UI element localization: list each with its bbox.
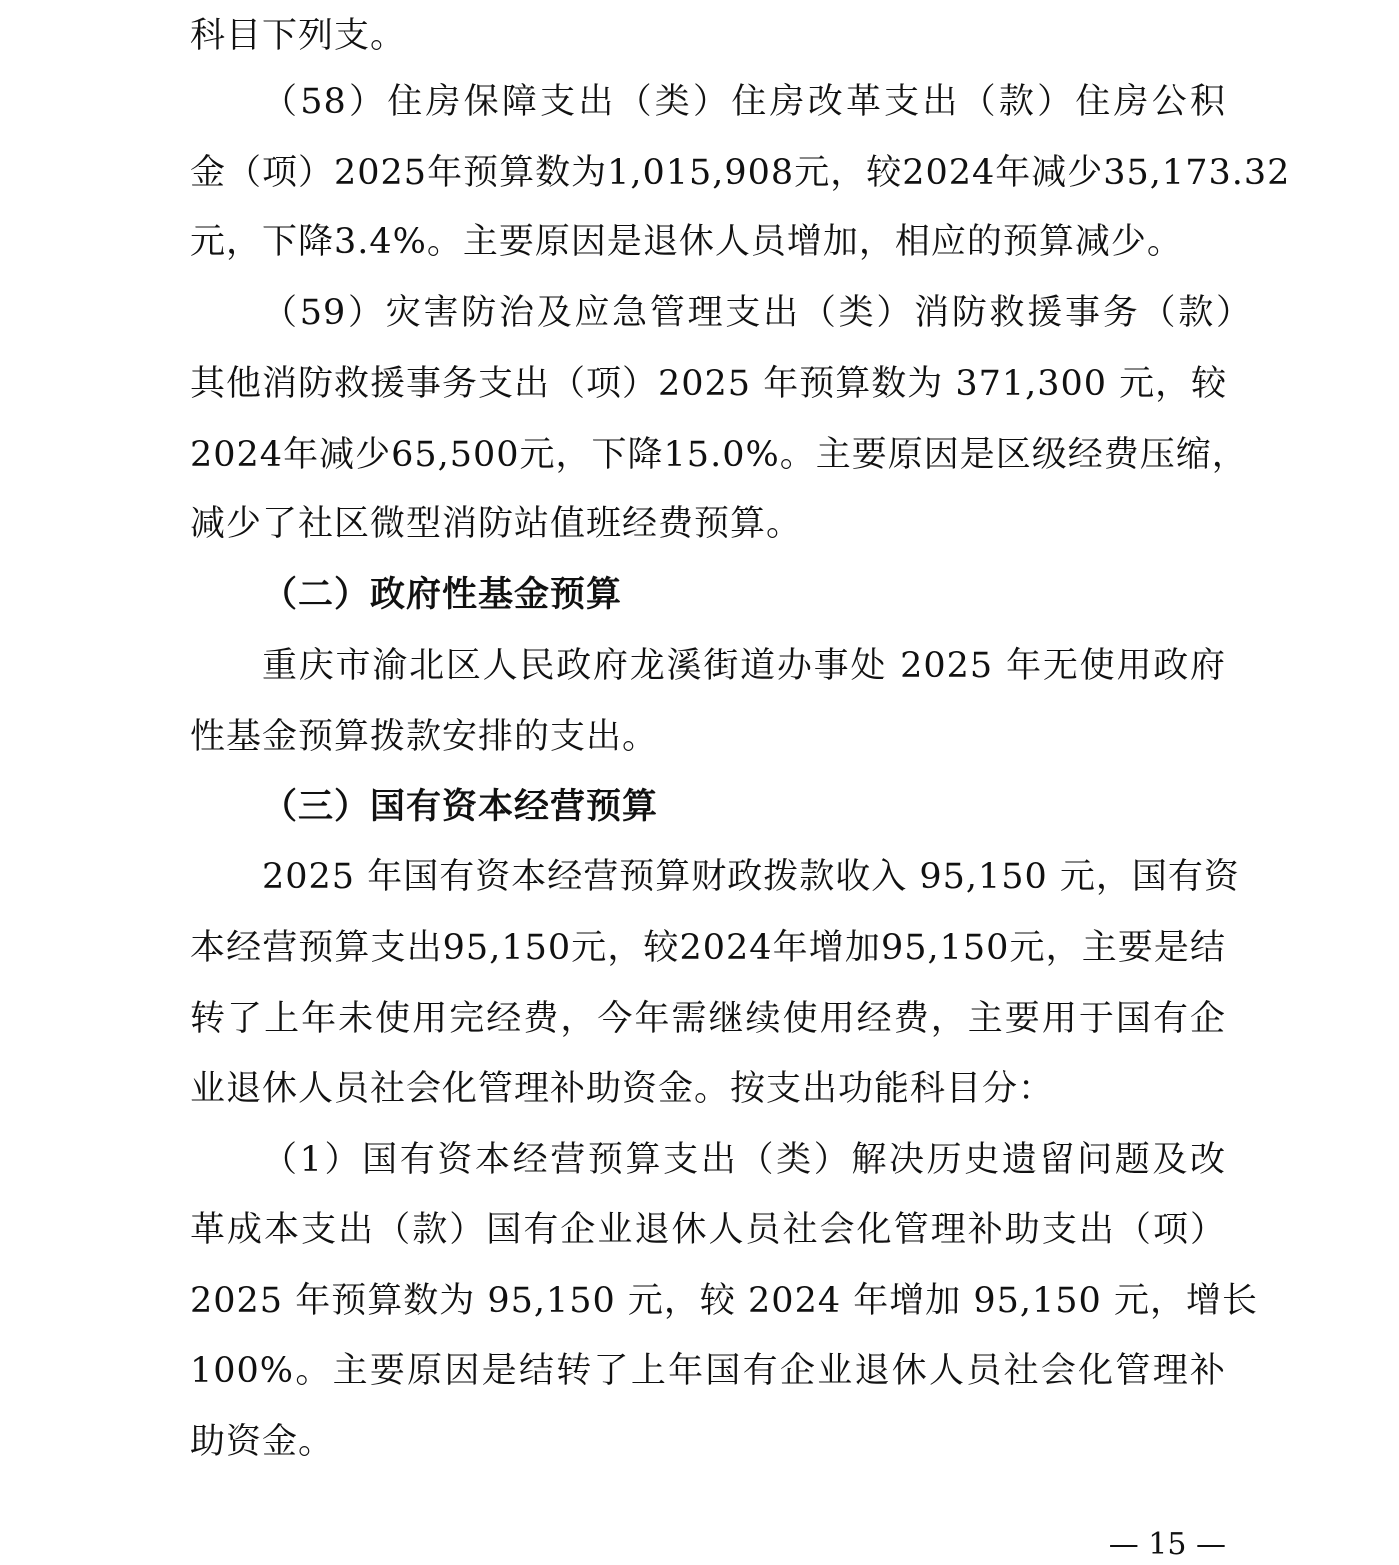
- section-heading-government-fund: （二）政府性基金预算: [262, 574, 623, 615]
- text-line-17: （1）国有资本经营预算支出（类）解决历史遗留问题及改: [262, 1140, 1226, 1180]
- text-line-4: 元，下降3.4%。主要原因是退休人员增加，相应的预算减少。: [190, 222, 1183, 262]
- text-line-1: 科目下列支。: [190, 16, 407, 56]
- section-heading-state-capital: （三）国有资本经营预算: [262, 786, 659, 827]
- text-line-14: 本经营预算支出95,150元，较2024年增加95,150元，主要是结: [190, 928, 1226, 968]
- text-line-5: （59）灾害防治及应急管理支出（类）消防救援事务（款）: [262, 293, 1252, 333]
- text-line-18: 革成本支出（款）国有企业退休人员社会化管理补助支出（项）: [190, 1210, 1226, 1250]
- text-line-8: 减少了社区微型消防站值班经费预算。: [190, 504, 803, 544]
- text-line-15: 转了上年未使用完经费，今年需继续使用经费，主要用于国有企: [190, 999, 1226, 1039]
- page-number: — 15 —: [1108, 1527, 1226, 1562]
- text-line-7: 2024年减少65,500元，下降15.0%。主要原因是区级经费压缩，: [190, 435, 1248, 475]
- text-line-2: （58）住房保障支出（类）住房改革支出（款）住房公积: [262, 82, 1226, 122]
- text-line-3: 金（项）2025年预算数为1,015,908元，较2024年减少35,173.32: [190, 153, 1291, 193]
- text-line-16: 业退休人员社会化管理补助资金。按支出功能科目分：: [190, 1069, 1055, 1109]
- text-line-11: 性基金预算拨款安排的支出。: [190, 717, 659, 757]
- text-line-20: 100%。主要原因是结转了上年国有企业退休人员社会化管理补: [190, 1351, 1226, 1391]
- text-line-19: 2025 年预算数为 95,150 元，较 2024 年增加 95,150 元，增长: [190, 1281, 1258, 1321]
- text-line-21: 助资金。: [190, 1422, 335, 1462]
- text-line-13: 2025 年国有资本经营预算财政拨款收入 95,150 元，国有资: [262, 857, 1240, 897]
- text-line-10: 重庆市渝北区人民政府龙溪街道办事处 2025 年无使用政府: [262, 646, 1226, 686]
- text-line-6: 其他消防救援事务支出（项）2025 年预算数为 371,300 元，较: [190, 364, 1228, 404]
